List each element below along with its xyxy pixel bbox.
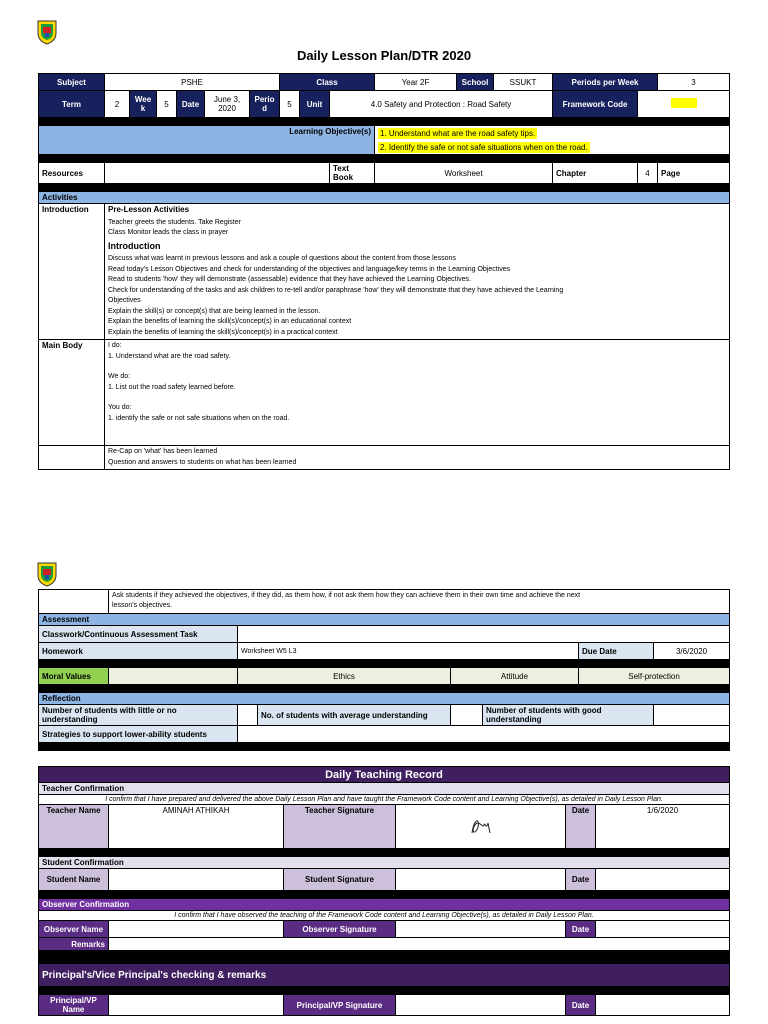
unit-value: 4.0 Safety and Protection : Road Safety	[330, 91, 553, 118]
divider	[39, 118, 730, 126]
classwork-label: Classwork/Continuous Assessment Task	[39, 626, 238, 643]
due-date-label: Due Date	[579, 643, 654, 660]
student-name-label: Student Name	[39, 869, 109, 891]
recap-label	[39, 446, 105, 470]
daily-teaching-record-table	[38, 766, 730, 1016]
teacher-confirmation-statement: I confirm that I have prepared and delivered the above Daily Lesson Plan and have taught the Framework Code content and Learning Objective(s), as detailed in Daily Lesson Plan.	[39, 795, 730, 805]
principal-signature-label: Principal/VP Signature	[284, 995, 396, 1016]
period-label: Perio d	[250, 91, 280, 118]
term-value: 2	[105, 91, 130, 118]
date-label: Date	[177, 91, 205, 118]
school-label: School	[457, 74, 494, 91]
average-understanding-value	[451, 705, 483, 726]
divider	[39, 849, 730, 857]
good-understanding-value	[654, 705, 730, 726]
divider	[39, 743, 730, 751]
principal-name-value	[109, 995, 284, 1016]
term-label: Term	[39, 91, 105, 118]
teacher-confirmation-label: Teacher Confirmation	[39, 783, 730, 795]
recap-content: Re-Cap on 'what' has been learned Question and answers to students on what has been learned	[105, 446, 730, 470]
divider	[39, 184, 730, 192]
textbook-label: Text Book	[330, 163, 375, 184]
strategies-value	[238, 726, 730, 743]
introduction-label: Introduction	[39, 204, 105, 340]
resources-label: Resources	[39, 163, 105, 184]
week-value: 5	[157, 91, 177, 118]
student-date-label: Date	[566, 869, 596, 891]
student-signature-label: Student Signature	[284, 869, 396, 891]
moral-value-attitude: Attitude	[451, 668, 579, 685]
introduction-heading: Introduction	[108, 240, 161, 251]
observer-signature-label: Observer Signature	[284, 921, 396, 938]
chapter-label: Chapter	[553, 163, 638, 184]
periods-per-week-label: Periods per Week	[553, 74, 658, 91]
school-logo-icon	[36, 19, 58, 45]
main-body-label: Main Body	[39, 340, 105, 446]
periods-per-week-value: 3	[658, 74, 730, 91]
objective-2: 2. Identify the safe or not safe situations when on the road.	[380, 143, 588, 152]
student-date-value	[596, 869, 730, 891]
textbook-value: Worksheet	[375, 163, 553, 184]
divider	[39, 891, 730, 899]
student-confirmation-label: Student Confirmation	[39, 857, 730, 869]
due-date-value: 3/6/2020	[654, 643, 730, 660]
chapter-value: 4	[638, 163, 658, 184]
reflection-label: Reflection	[39, 693, 730, 705]
little-understanding-value	[238, 705, 258, 726]
principal-checking-title: Principal's/Vice Principal's checking & remarks	[39, 964, 730, 987]
date-value: June 3, 2020	[205, 91, 250, 118]
observer-signature-value	[396, 921, 566, 938]
teacher-name-value: AMINAH ATHIKAH	[109, 805, 284, 849]
week-label: Wee k	[130, 91, 157, 118]
teacher-date-label: Date	[566, 805, 596, 849]
pre-lesson-heading: Pre-Lesson Activities	[108, 205, 190, 214]
student-name-value	[109, 869, 284, 891]
page-title: Daily Lesson Plan/DTR 2020	[296, 48, 472, 63]
principal-signature-value	[396, 995, 566, 1016]
little-understanding-label: Number of students with little or no understanding	[39, 705, 238, 726]
classwork-value	[238, 626, 730, 643]
observer-name-label: Observer Name	[39, 921, 109, 938]
divider	[39, 951, 730, 964]
lesson-info-table	[38, 73, 730, 470]
observer-confirmation-label: Observer Confirmation	[39, 899, 730, 911]
teacher-name-label: Teacher Name	[39, 805, 109, 849]
school-logo-icon	[36, 561, 58, 587]
divider	[39, 685, 730, 693]
unit-label: Unit	[300, 91, 330, 118]
signature-icon	[464, 813, 498, 839]
subject-label: Subject	[39, 74, 105, 91]
subject-value: PSHE	[105, 74, 280, 91]
assessment-table	[38, 589, 730, 751]
strategies-label: Strategies to support lower-ability students	[39, 726, 238, 743]
moral-values-label: Moral Values	[39, 668, 109, 685]
period-value: 5	[280, 91, 300, 118]
school-value: SSUKT	[494, 74, 553, 91]
good-understanding-label: Number of students with good understanding	[483, 705, 654, 726]
remarks-label: Remarks	[39, 938, 109, 951]
divider	[39, 155, 730, 163]
observer-date-label: Date	[566, 921, 596, 938]
framework-code-value	[638, 91, 730, 118]
recap-continued: Ask students if they achieved the objectives, if they did, as them how, if not ask them how they can achieve them in their own time and achieve the next lesson's objectives.	[109, 590, 730, 614]
class-label: Class	[280, 74, 375, 91]
student-signature-value	[396, 869, 566, 891]
teacher-signature-label: Teacher Signature	[284, 805, 396, 849]
page-label: Page	[658, 163, 730, 184]
introduction-content: Pre-Lesson Activities Teacher greets the students. Take Register Class Monitor leads the class in prayer Introduction Discuss what was learnt in previous lessons and ask a couple of questions about the content from those lessons Read today's Lesson Objectives and check for understanding of the objectives and language/key terms in the Learning Objectives Read to students 'how' they will demonstrate (assessable) evidence that they have achieved the Learning Objectives. Check for understanding of the tasks and ask children to re-tell and/or paraphrase 'how' they will demonstrate that they have achieved the Learning Objectives Explain the skill(s) or concept(s) that are being learned in the lesson. Explain the benefits of learning the skill(s)/concept(s) in an educational context Explain the benefits of learning the skill(s)/concept(s) in a practical context	[105, 204, 730, 340]
class-value: Year 2F	[375, 74, 457, 91]
observer-date-value	[596, 921, 730, 938]
main-body-content: I do: 1. Understand what are the road safety. We do: 1. List out the road safety learned before. You do: 1. identify the safe or not safe situations when on the road.	[105, 340, 730, 446]
teacher-signature-image	[396, 805, 566, 849]
learning-objectives	[375, 126, 730, 155]
objective-1: 1. Understand what are the road safety tips.	[380, 129, 536, 138]
framework-code-label: Framework Code	[553, 91, 638, 118]
homework-value: Worksheet W5 L3	[238, 643, 579, 660]
average-understanding-label: No. of students with average understanding	[258, 705, 451, 726]
dtr-title: Daily Teaching Record	[39, 767, 730, 783]
observer-name-value	[109, 921, 284, 938]
principal-date-label: Date	[566, 995, 596, 1016]
moral-value-self-protection: Self-protection	[579, 668, 730, 685]
assessment-label: Assessment	[39, 614, 730, 626]
principal-name-label: Principal/VP Name	[39, 995, 109, 1016]
activities-label: Activities	[39, 192, 730, 204]
principal-date-value	[596, 995, 730, 1016]
observer-confirmation-statement: I confirm that I have observed the teaching of the Framework Code content and Learning Objective(s), as detailed in Daily Lesson Plan.	[39, 911, 730, 921]
resources-value	[105, 163, 330, 184]
teacher-date-value: 1/6/2020	[596, 805, 730, 849]
divider	[39, 987, 730, 995]
learning-objectives-label: Learning Objective(s)	[39, 126, 375, 155]
remarks-value	[109, 938, 730, 951]
moral-value-ethics: Ethics	[238, 668, 451, 685]
homework-label: Homework	[39, 643, 238, 660]
divider	[39, 660, 730, 668]
